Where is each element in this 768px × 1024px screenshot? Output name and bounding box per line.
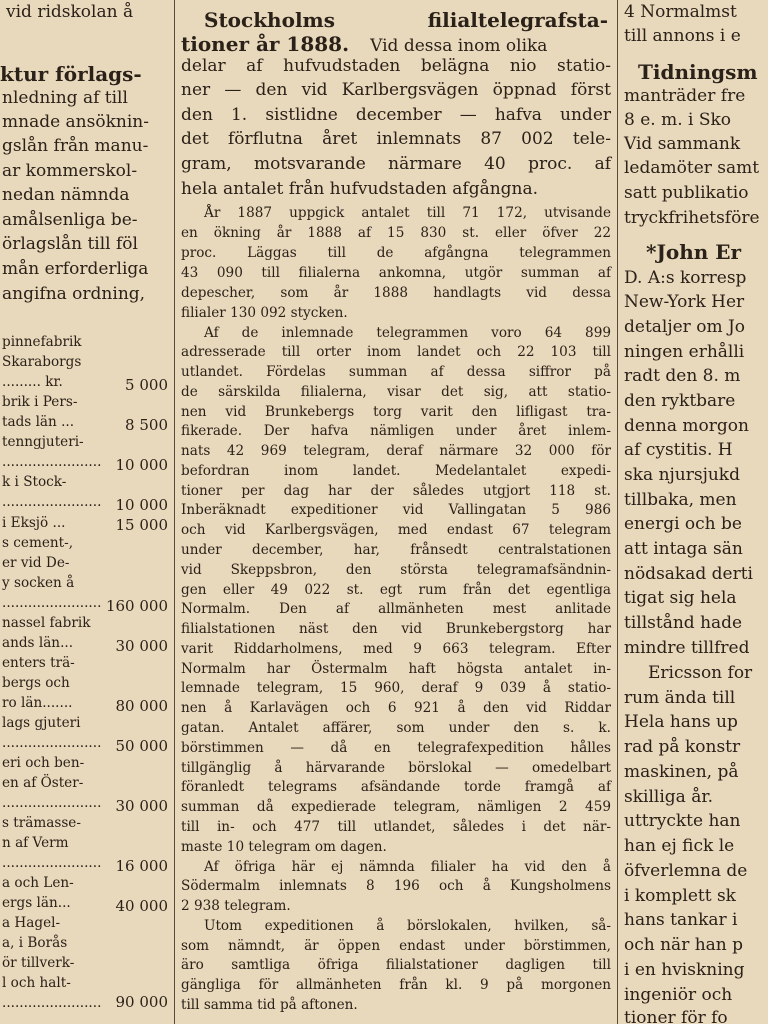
text-line: rad på konstr — [624, 737, 741, 757]
text-line: att intaga sän — [624, 539, 743, 559]
article-headline-end: tioner år 1888. — [181, 32, 350, 56]
list-item: l och halt- — [2, 975, 71, 991]
price-value: 160 000 — [105, 597, 168, 615]
text-line: summan då expedierade telegram, nämligen 2 459 — [181, 799, 611, 815]
list-item: tads län ... — [2, 414, 75, 430]
text-line: rum ända till — [624, 688, 736, 708]
text-line: ska njursjukd — [624, 465, 740, 485]
text-line: depescher, som år 1888 handlagts vid dessa — [181, 285, 611, 301]
list-item: Skaraborgs — [2, 354, 82, 370]
list-item: ......... kr. — [2, 374, 63, 390]
text-line: ner — den vid Karlbergsvägen öppnad först — [181, 80, 611, 100]
headline-line — [181, 34, 611, 55]
text-line: energi och be — [624, 514, 742, 534]
text-line: amålsenliga be- — [2, 210, 138, 230]
list-item: ....................... — [2, 995, 102, 1011]
text-line: vid ridskolan å — [6, 2, 134, 22]
right-column — [622, 0, 768, 1024]
text-line: och när han p — [624, 935, 744, 955]
text-line: ar kommerskol- — [2, 161, 138, 181]
list-item: tenngjuteri- — [2, 434, 84, 450]
list-item: a Hagel- — [2, 915, 61, 931]
text-line: den 1. sistlidne december — hafva under — [181, 105, 611, 125]
text-line: Normalm har Östermalm haft högsta antalet in- — [181, 661, 611, 677]
text-line: örlagslån till föl — [2, 234, 138, 254]
text-line: Södermalm inlemnats 8 196 och å Kungsholmens — [181, 878, 611, 894]
list-item: ....................... — [2, 795, 102, 811]
text-line: till in- och 477 till utlandet, således i det när- — [181, 819, 611, 835]
text-line: vid Skeppsbron, den största telegramafsändnin- — [181, 562, 611, 578]
list-item: ör tillverk- — [2, 955, 75, 971]
text-line: uttryckte han — [624, 811, 741, 831]
text-line: 4 Normalmst — [624, 2, 737, 22]
text-line: manträder fre — [624, 86, 746, 106]
text-line: fikerade. Der hafva nämligen under året inlem- — [181, 423, 611, 439]
price-value: 90 000 — [115, 993, 168, 1011]
text-line: tioner för fo — [624, 1008, 728, 1024]
text-line: tioner per dag har der således utgjort 118 st. — [181, 483, 611, 499]
list-item: ....................... — [2, 855, 102, 871]
list-item: s trämasse- — [2, 815, 81, 831]
list-item: k i Stock- — [2, 474, 67, 490]
text-line: ledamöter samt — [624, 158, 760, 178]
list-item: ergs län... — [2, 895, 71, 911]
list-item: ro län....... — [2, 695, 73, 711]
text-line: tillbaka, men — [624, 490, 737, 510]
text-line: gatan. Antalet affärer, som under den s. k. — [181, 720, 611, 736]
text-line: tillstånd hade — [624, 613, 743, 633]
article-headline: Stockholms filialtelegrafsta- — [204, 8, 608, 32]
list-item: i Eksjö ... — [2, 515, 66, 531]
text-line: filialer 130 092 stycken. — [181, 305, 348, 321]
text-line: filialstationen näst den vid Brunkebergstorg har — [181, 621, 611, 637]
text-line: gram, motsvarande närmare 40 proc. af — [181, 154, 611, 174]
text-line: Inberäknadt expeditioner vid Vallingatan 5 986 — [181, 502, 611, 518]
list-item: enters trä- — [2, 655, 75, 671]
price-value: 30 000 — [115, 797, 168, 815]
text-line: en ökning år 1888 af 15 830 st. eller öfver 22 — [181, 225, 611, 241]
list-item: s cement-, — [2, 535, 74, 551]
text-line: hans tankar i — [624, 910, 738, 930]
text-line: varit Riddarholmens, med 9 663 telegram. Efter — [181, 641, 611, 657]
text-line: föranledt telegrams afsändande torde framgå af — [181, 779, 611, 795]
list-item: en af Öster- — [2, 775, 84, 791]
text-line: nen vid Brunkebergs torg varit den lifligast tra- — [181, 404, 611, 420]
list-item: n af Verm — [2, 835, 69, 851]
list-item: eri och ben- — [2, 755, 85, 771]
list-item: pinnefabrik — [2, 334, 82, 350]
text-line: nledning af till — [2, 88, 128, 108]
text-line: han ej fick le — [624, 836, 735, 856]
price-value: 30 000 — [115, 637, 168, 655]
list-item: y socken å — [2, 575, 75, 591]
text-line: ningen erhålli — [624, 342, 745, 362]
article-column — [178, 0, 614, 1024]
text-line: gen eller 49 022 st. egt rum från det egentliga — [181, 582, 611, 598]
text-line: maste 10 telegram om dagen. — [181, 839, 387, 855]
text-line: nödsakad derti — [624, 564, 753, 584]
list-item: er vid De- — [2, 555, 70, 571]
text-line: gslån från manu- — [2, 136, 149, 156]
text-line: de särskilda filialerna, visar det sig, att statio- — [181, 384, 611, 400]
text-line: 43 090 till filialerna ankomna, utgör summan af — [181, 265, 611, 281]
price-value: 15 000 — [115, 516, 168, 534]
text-line: nen å Karlavägen och 6 921 å den vid Riddar — [181, 700, 611, 716]
text-line: Af öfriga här ej nämnda filialer ha vid den å — [204, 859, 611, 875]
text-line: och vid Karlbergsvägen, med endast 67 telegram — [181, 522, 611, 538]
text-line: befordran inom landet. Medelantalet expedi- — [181, 463, 611, 479]
text-line: Hela hans up — [624, 712, 738, 732]
list-item: nassel fabrik — [2, 615, 91, 631]
text-line: till samma tid på aftonen. — [181, 997, 358, 1013]
text-line: New-York Her — [624, 292, 745, 312]
text-line: 2 938 telegram. — [181, 898, 291, 914]
text-line: angifna ordning, — [2, 284, 146, 304]
list-item: a, i Borås — [2, 935, 68, 951]
text-line: ingeniör och — [624, 985, 733, 1005]
text-line: börstimmen — då en telegrafexpedition hålles — [181, 740, 611, 756]
text-line: utlandet. Fördelas summan af dessa siffror på — [181, 364, 611, 380]
text-line: maskinen, på — [624, 762, 739, 782]
list-item: lags gjuteri — [2, 715, 81, 731]
price-value: 8 500 — [125, 416, 168, 434]
text-line: mindre tillfred — [624, 638, 750, 658]
list-item: brik i Pers- — [2, 394, 78, 410]
text-line: mnade ansöknin- — [2, 112, 149, 132]
text-line: tigat sig hela — [624, 588, 737, 608]
text-line: af cystitis. H — [624, 440, 733, 460]
list-item: ands län... — [2, 635, 74, 651]
text-line: 8 e. m. i Sko — [624, 110, 732, 130]
price-value: 5 000 — [125, 376, 168, 394]
text-line: gängliga för allmänheten från kl. 9 på morgonen — [181, 977, 611, 993]
list-item: ....................... — [2, 735, 102, 751]
section-heading: ktur förlags- — [0, 62, 142, 86]
list-item: ....................... — [2, 454, 102, 470]
price-value: 50 000 — [115, 737, 168, 755]
text-line: D. A:s korresp — [624, 268, 747, 288]
text-line: nedan nämnda — [2, 185, 130, 205]
section-heading: *John Er — [646, 240, 742, 264]
text-line: hela antalet från hufvudstaden afgångna. — [181, 179, 539, 199]
text-line: denna morgon — [624, 416, 749, 436]
price-value: 10 000 — [115, 456, 168, 474]
text-line: tryckfrihetsföre — [624, 208, 760, 228]
price-value: 16 000 — [115, 857, 168, 875]
section-heading: Tidningsm — [638, 60, 758, 84]
text-line: Af de inlemnade telegrammen voro 64 899 — [204, 325, 611, 341]
text-line: tillgänglig å härvarande börslokal — omedelbart — [181, 760, 611, 776]
text-line: adresserade till orter inom landet och 22 103 till — [181, 344, 611, 360]
text-line: öfverlemna de — [624, 861, 748, 881]
text-line: till annons i e — [624, 26, 741, 46]
text-line: mån erforderliga — [2, 259, 149, 279]
price-value: 10 000 — [115, 496, 168, 514]
text-line: År 1887 uppgick antalet till 71 172, utvisande — [204, 205, 611, 221]
text-line: under december, har, frånsedt centralstationen — [181, 542, 611, 558]
text-line: Ericsson for — [648, 663, 753, 683]
price-value: 80 000 — [115, 697, 168, 715]
text-line: delar af hufvudstaden belägna nio statio- — [181, 56, 611, 76]
text-line: detaljer om Jo — [624, 317, 746, 337]
text-line: den ryktbare — [624, 391, 736, 411]
text-line: Utom expeditionen å börslokalen, hvilken, så- — [204, 918, 611, 934]
text-line: det förflutna året inlemnats 87 002 tele- — [181, 129, 611, 149]
text-line: lemnade telegram, 15 960, deraf 9 039 å statio- — [181, 680, 611, 696]
text-line: skilliga år. — [624, 787, 713, 807]
text-line: i en hviskning — [624, 960, 745, 980]
list-item: ....................... — [2, 494, 102, 510]
list-item: ....................... — [2, 595, 102, 611]
list-item: bergs och — [2, 675, 70, 691]
text-line: Vid dessa inom olika — [370, 36, 548, 56]
text-line: äro samtliga öfriga filialstationer dagligen till — [181, 957, 611, 973]
left-column — [0, 0, 172, 1024]
text-line: Normalm. Den af allmänheten mest anlitade — [181, 601, 611, 617]
text-line: som nämndt, är öppen endast under börstimmen, — [181, 938, 611, 954]
text-line: i komplett sk — [624, 886, 736, 906]
text-line: satt publikatio — [624, 183, 749, 203]
text-line: Vid sammank — [624, 134, 741, 154]
list-item: a och Len- — [2, 875, 74, 891]
price-value: 40 000 — [115, 897, 168, 915]
text-line: nats 42 969 telegram, deraf närmare 32 000 för — [181, 443, 611, 459]
text-line: radt den 8. m — [624, 366, 741, 386]
text-line: proc. Läggas till de afgångna telegrammen — [181, 245, 611, 261]
